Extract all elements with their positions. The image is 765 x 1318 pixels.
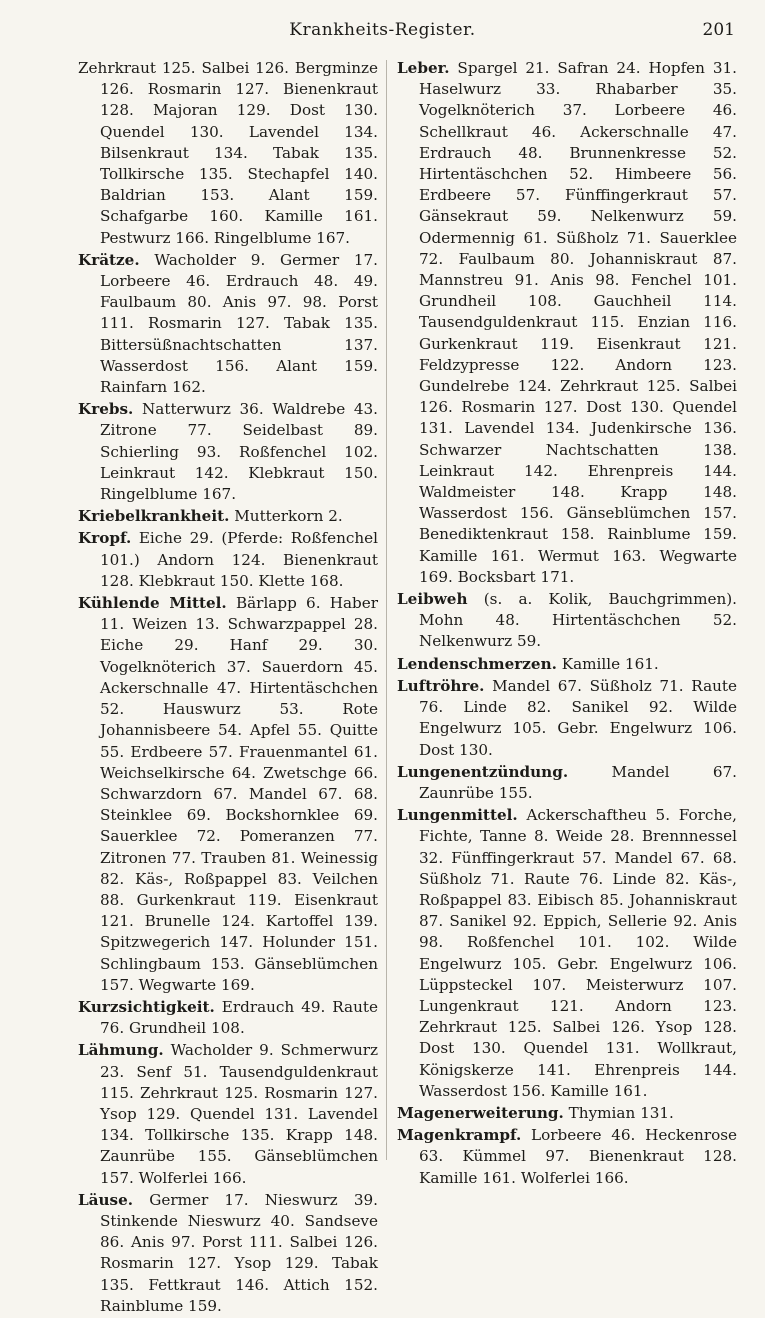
index-entry (78, 997, 378, 1039)
index-entry (78, 399, 378, 505)
entry-text: Kamille 161. (561, 654, 659, 673)
index-entry (78, 528, 378, 592)
index-entry (397, 58, 737, 588)
entry-text: Spargel 21. Safran 24. Hopfen 31. Haselwurz 33. Rhabarber 35. Vogelknöterich 37. Lorbeere 46. Schellkraut 46. Ackerschnalle 47. Erdrauch 48. Brunnenkresse 52. Hirtentäschchen 52. Himbeere 56. Erdbeere 57. Fünffingerkraut 57. Gänsekraut 59. Nelkenwurz 59. Odermennig 61. Süßholz 71. Sauerklee 72. Faulbaum 80. Johanniskraut 87. Mannstreu 91. Anis 98. Fenchel 101. Grundheil 108. Gauchheil 114. Tausendguldenkraut 115. Enzian 116. Gurkenkraut 119. Eisenkraut 121. Feldzypresse 122. Andorn 123. Gundelrebe 124. Zehrkraut 125. Salbei 126. Rosmarin 127. Dost 130. Quendel 131. Lavendel 134. Judenkirsche 136. Schwarzer Nachtschatten 138. Leinkraut 142. Ehrenpreis 144. Waldmeister 148. Krapp 148. Wasserdost 156. Gänseblümchen 157. Benediktenkraut 158. Rainblume 159. Kamille 161. Wermut 163. Wegwarte 169. Bocksbart 171. (419, 59, 737, 586)
entry-text: Thymian 131. (568, 1103, 674, 1122)
entry-heading: Luftröhre. (397, 676, 485, 695)
entry-heading: Lungenmittel. (397, 806, 518, 825)
index-entry (78, 250, 378, 398)
entry-heading: Lendenschmerzen. (397, 654, 557, 673)
entry-text: Wacholder 9. Schmerwurz 23. Senf 51. Tausendguldenkraut 115. Zehrkraut 125. Rosmarin 127. Ysop 129. Quendel 131. Lavendel 134. Tollkirsche 135. Krapp 148. Zaunrübe 155. Gänseblümchen 157. Wolferlei 166. (100, 1041, 378, 1187)
index-entry (397, 805, 737, 1102)
entry-heading: Krebs. (78, 400, 134, 419)
entry-heading: Kurzsichtigkeit. (78, 997, 215, 1016)
entry-heading: Magenkrampf. (397, 1126, 522, 1145)
left-column (78, 58, 378, 1318)
index-entry (397, 589, 737, 653)
entry-heading: Läuse. (78, 1190, 134, 1209)
entry-text: Eiche 29. (Pferde: Roßfenchel 101.) Andorn 124. Bienenkraut 128. Klebkraut 150. Klette 168. (100, 529, 378, 590)
index-entry (397, 654, 737, 675)
entry-text: Natterwurz 36. Waldrebe 43. Zitrone 77. Seidelbast 89. Schierling 93. Roßfenchel 102. Leinkraut 142. Klebkraut 150. Ringelblume 167. (100, 400, 379, 504)
right-column (397, 58, 737, 1190)
entry-heading: Kropf. (78, 529, 132, 548)
entry-text: Mandel 67. Zaunrübe 155. (419, 762, 737, 802)
entry-heading: Lähmung. (78, 1041, 164, 1060)
entry-heading: Kriebelkrankheit. (78, 507, 230, 526)
index-entry (397, 1103, 737, 1124)
entry-text: Erdrauch 49. Raute 76. Grundheil 108. (100, 997, 378, 1038)
entry-heading: Kühlende Mittel. (78, 594, 227, 613)
running-title: Krankheits-Register. (289, 20, 476, 40)
entry-heading: Leibweh (397, 590, 468, 609)
index-entry (78, 58, 378, 249)
entry-text: Germer 17. Nieswurz 39. Stinkende Nieswurz 40. Sandseve 86. Anis 97. Porst 111. Salbei 126. Rosmarin 127. Ysop 129. Tabak 135. Fettkraut 146. Attich 152. Rainblume 159. (100, 1190, 378, 1315)
entry-text: Wacholder 9. Germer 17. Lorbeere 46. Erdrauch 48. 49. Faulbaum 80. Anis 97. 98. Porst 111. Rosmarin 127. Tabak 135. Bittersüßnachtschatten 137. Wasserdost 156. Alant 159. Rainfarn 162. (100, 250, 379, 397)
page-number: 201 (702, 20, 735, 40)
entry-heading: Krätze. (78, 250, 140, 269)
index-entry (397, 762, 737, 804)
entry-text: Mutterkorn 2. (234, 507, 343, 526)
index-entry (397, 676, 737, 761)
index-entry (78, 1040, 378, 1188)
entry-text: Lorbeere 46. Heckenrose 63. Kümmel 97. Bienenkraut 128. Kamille 161. Wolferlei 166. (419, 1126, 737, 1187)
entry-text: Bärlapp 6. Haber 11. Weizen 13. Schwarzpappel 28. Eiche 29. Hanf 29. 30. Vogelknöterich 37. Sauerdorn 45. Ackerschnalle 47. Hirtentäschchen 52. Hauswurz 53. Rote Johannisbeere 54. Apfel 55. Quitte 55. Erdbeere 57. Frauenmantel 61. Weichselkirsche 64. Zwetschge 66. Schwarzdorn 67. Mandel 67. 68. Steinklee 69. Bockshornklee 69. Sauerklee 72. Pomeranzen 77. Zitronen 77. Trauben 81. Weinessig 82. Käs-, Roßpappel 83. Veilchen 88. Gurkenkraut 119. Eisenkraut 121. Brunelle 124. Kartoffel 139. Spitzwegerich 147. Holunder 151. Schlingbaum 153. Gänseblümchen 157. Wegwarte 169. (100, 594, 379, 994)
entry-text: Ackerschafthеu 5. Forche, Fichte, Tanne 8. Weide 28. Brennnessel 32. Fünffingerkraut 57. Mandel 67. 68. Süßholz 71. Raute 76. Linde 82. Käs-, Roßpappel 83. Eibisch 85. Johanniskraut 87. Sanikel 92. Eppich, Sellerie 92. Anis 98. Roßfenchel 101. 102. Wilde Engelwurz 105. Gebr. Engelwurz 106. Lüppsteckel 107. Meisterwurz 107. Lungenkraut 121. Andorn 123. Zehrkraut 125. Salbei 126. Ysop 128. Dost 130. Quendel 131. Wollkraut, Königskerze 141. Ehrenpreis 144. Wasserdost 156. Kamille 161. (419, 806, 738, 1100)
entry-heading: Leber. (397, 59, 450, 77)
entry-text: Zehrkraut 125. Salbei 126. Bergminze 126. Rosmarin 127. Bienenkraut 128. Majoran 129. Dost 130. Quendel 130. Lavendel 134. Bilsenkraut 134. Tabak 135. Tollkirsche 135. Stechapfel 140. Baldrian 153. Alant 159. Schafgarbe 160. Kamille 161. Pestwurz 166. Ringelblume 167. (78, 59, 378, 247)
entry-text: Mandel 67. Süßholz 71. Raute 76. Linde 82. Sanikel 92. Wilde Engelwurz 105. Gebr. Engelwurz 106. Dost 130. (419, 676, 737, 759)
index-entry (397, 1125, 737, 1189)
page-header (0, 20, 765, 50)
index-entry (78, 593, 378, 996)
column-divider (386, 60, 387, 1160)
entry-text: (s. a. Kolik, Bauchgrimmen). Mohn 48. Hirtentäschchen 52. Nelkenwurz 59. (419, 590, 737, 651)
entry-heading: Magenerweiterung. (397, 1103, 564, 1122)
entry-heading: Lungenentzündung. (397, 762, 569, 781)
index-entry (78, 506, 378, 527)
index-entry (78, 1190, 378, 1317)
